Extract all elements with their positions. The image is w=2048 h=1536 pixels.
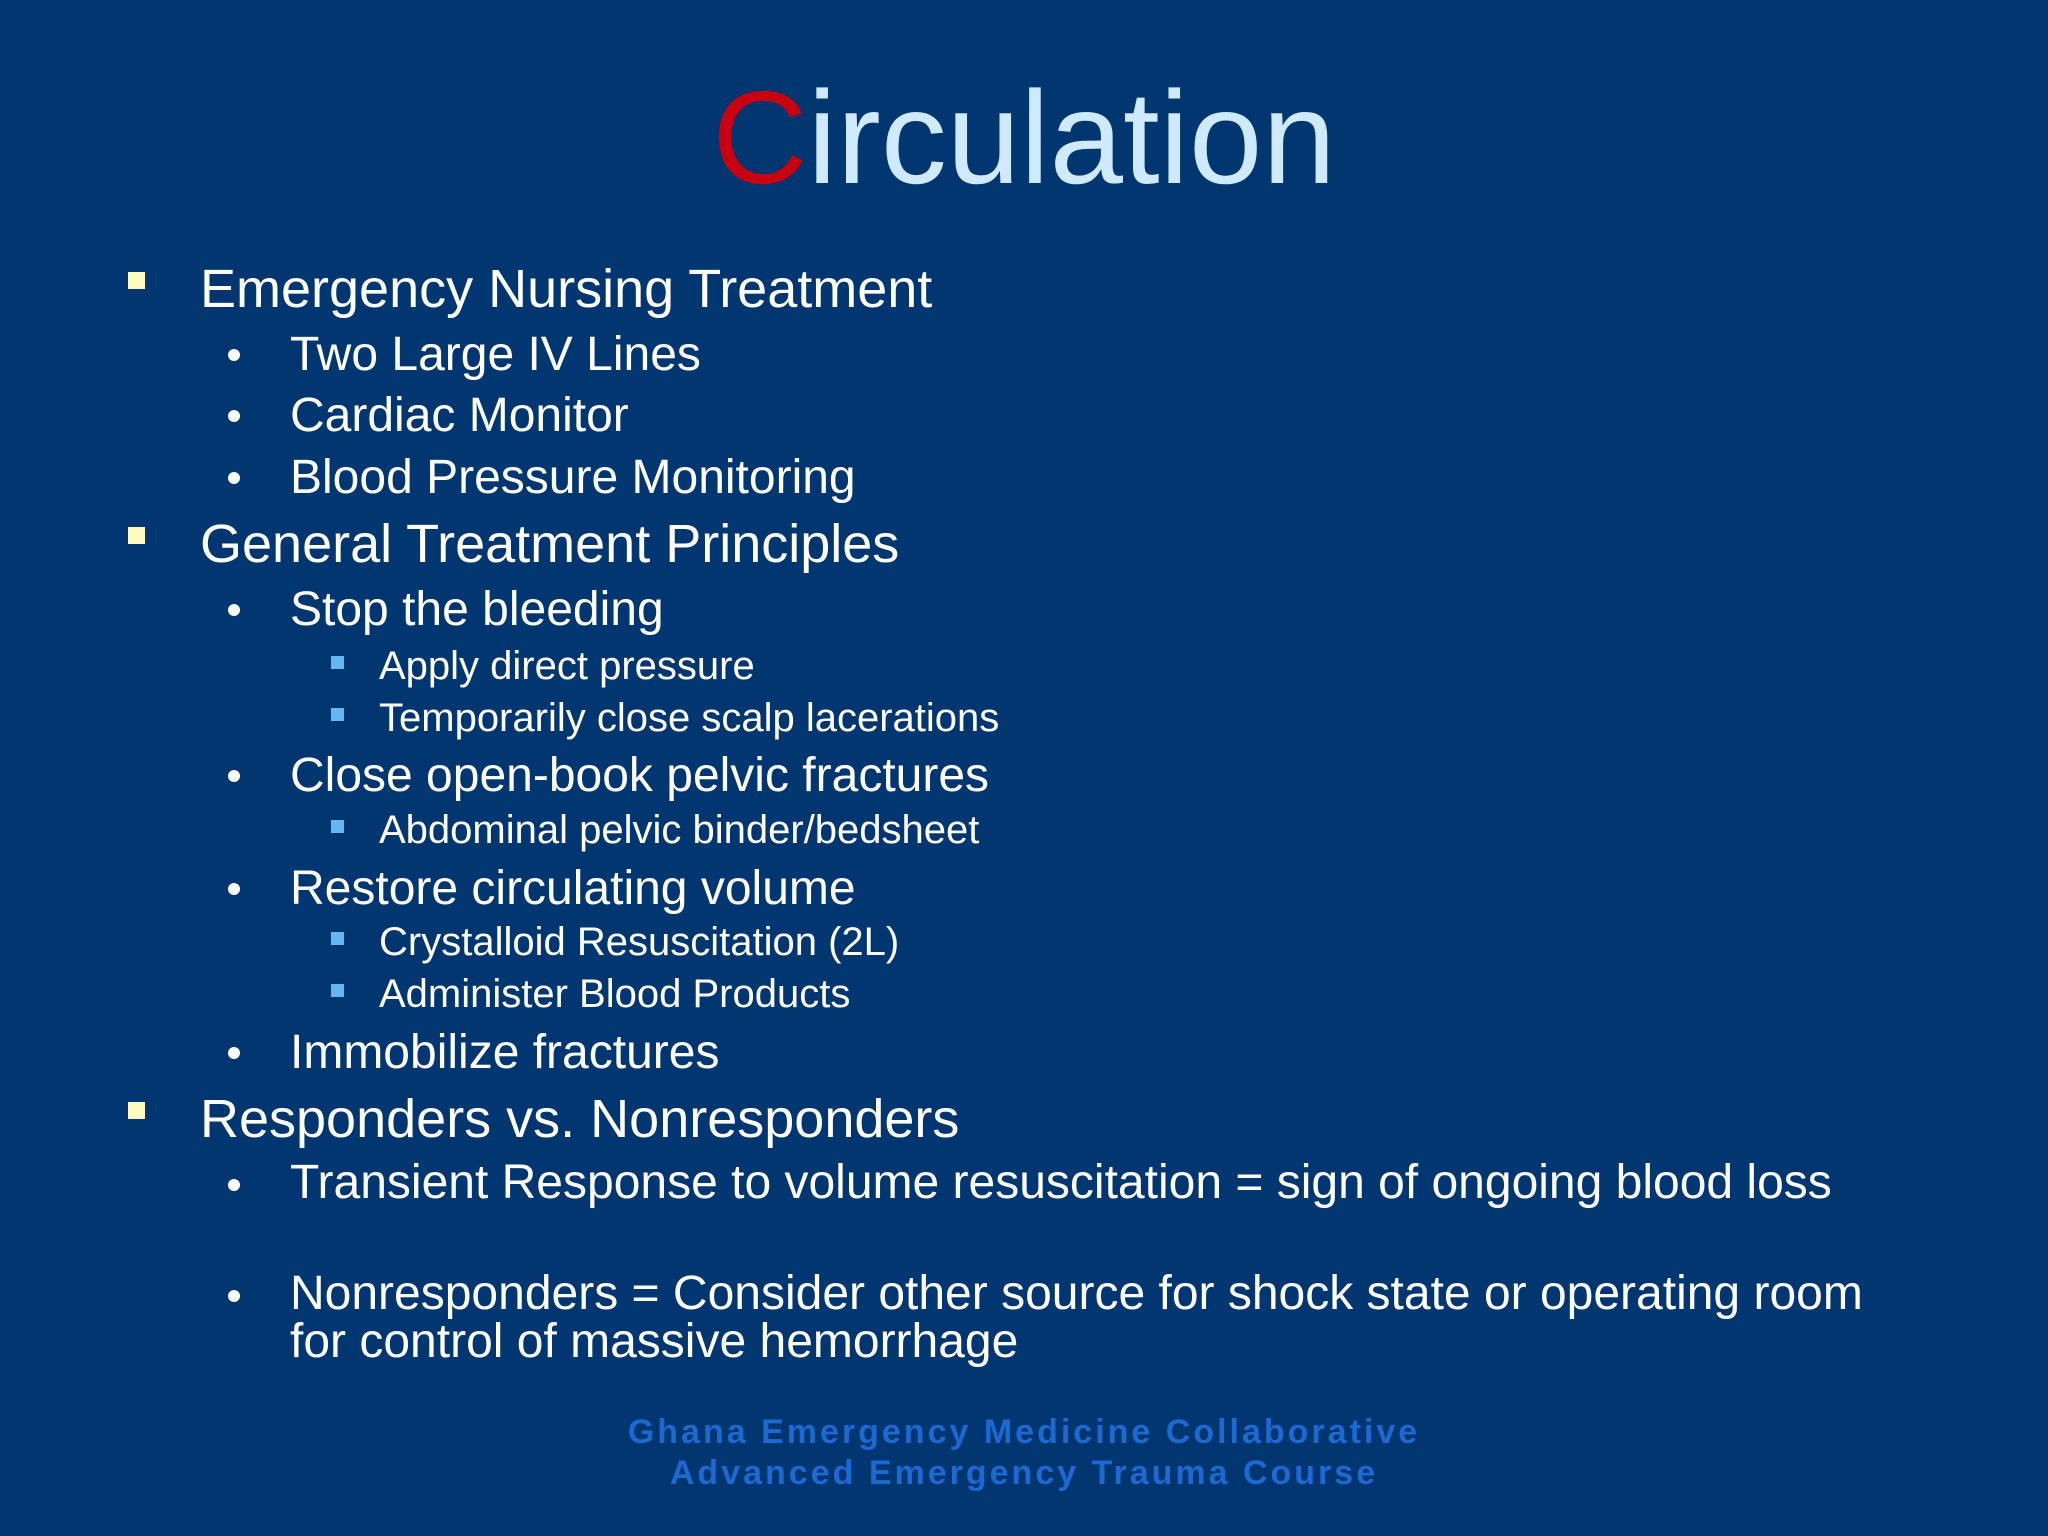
- list-item-level-1: General Treatment Principles: [200, 514, 900, 574]
- square-bullet-icon: [331, 820, 344, 833]
- round-bullet-icon: [228, 1047, 240, 1059]
- round-bullet-icon: [228, 349, 240, 361]
- list-item-level-2: Transient Response to volume resuscitation = sign of ongoing blood loss: [290, 1156, 1832, 1209]
- square-bullet-icon: [331, 708, 344, 721]
- round-bullet-icon: [228, 604, 240, 616]
- footer-line-1: Ghana Emergency Medicine Collaborative: [627, 1413, 1421, 1451]
- list-item-level-1: Responders vs. Nonresponders: [200, 1089, 960, 1149]
- square-bullet-icon: [331, 984, 344, 997]
- list-item-level-2: Stop the bleeding: [290, 583, 664, 636]
- list-item-level-3: Abdominal pelvic binder/bedsheet: [379, 808, 980, 852]
- round-bullet-icon: [228, 883, 240, 895]
- list-item-level-3: Administer Blood Products: [379, 972, 851, 1016]
- square-bullet-icon: [128, 527, 145, 544]
- list-item-level-3: Apply direct pressure: [379, 644, 755, 688]
- title-rest: irculation: [807, 64, 1336, 211]
- square-bullet-icon: [331, 656, 344, 669]
- round-bullet-icon: [228, 1179, 240, 1191]
- round-bullet-icon: [228, 472, 240, 484]
- list-item-level-2: Immobilize fractures: [290, 1026, 720, 1079]
- title-initial: C: [712, 64, 808, 211]
- list-item-level-2: Two Large IV Lines: [290, 328, 701, 381]
- list-item-level-2: Close open-book pelvic fractures: [290, 749, 990, 802]
- square-bullet-icon: [128, 1102, 145, 1119]
- slide-title: [0, 58, 2048, 218]
- list-item-level-2: Cardiac Monitor: [290, 389, 629, 442]
- square-bullet-icon: [128, 272, 145, 289]
- round-bullet-icon: [228, 770, 240, 782]
- list-item-level-3: Temporarily close scalp lacerations: [379, 696, 1000, 740]
- footer-line-2: Advanced Emergency Trauma Course: [669, 1454, 1379, 1492]
- list-item-level-1: Emergency Nursing Treatment: [200, 259, 933, 319]
- round-bullet-icon: [228, 410, 240, 422]
- round-bullet-icon: [228, 1290, 240, 1302]
- square-bullet-icon: [331, 932, 344, 945]
- list-item-level-2: Nonresponders = Consider other source for shock state or operating room for control of massive hemorrhage: [290, 1267, 1863, 1368]
- list-item-level-3: Crystalloid Resuscitation (2L): [379, 920, 900, 964]
- list-item-level-2: Blood Pressure Monitoring: [290, 451, 856, 504]
- list-item-level-2: Restore circulating volume: [290, 862, 856, 915]
